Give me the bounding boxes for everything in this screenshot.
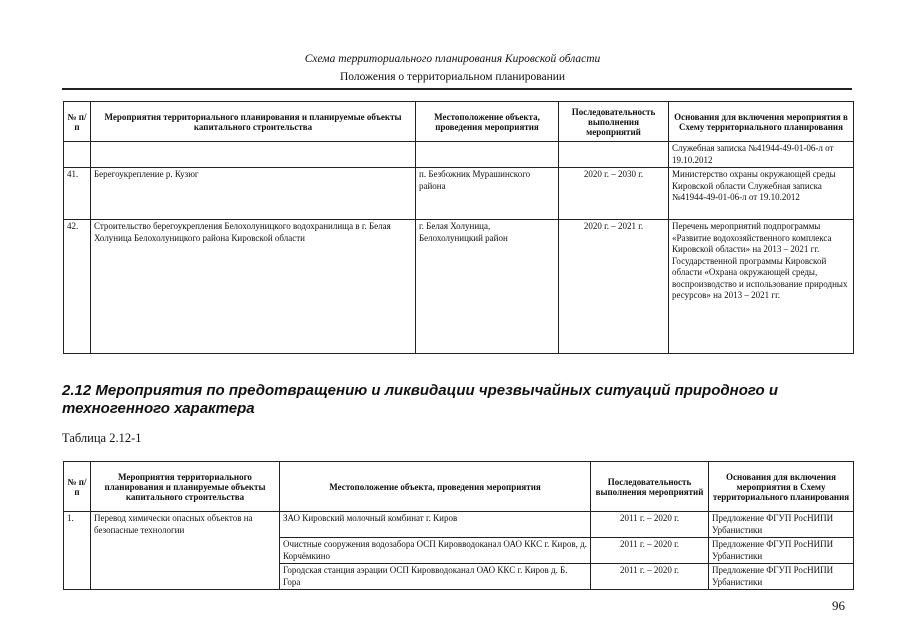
cell-period: 2011 г. – 2020 г.: [591, 564, 709, 590]
cell-measure: Берегоукрепление р. Кузюг: [91, 168, 416, 220]
table-header-row: [64, 102, 854, 142]
cell-num: [64, 142, 91, 168]
cell-period: [559, 142, 669, 168]
cell-period: 2011 г. – 2020 г.: [591, 512, 709, 538]
cell-basis: Министерство охраны окружающей среды Кировской области Служебная записка №41944-49-01-06-л от 19.10.2012: [669, 168, 854, 220]
header-location: Местоположение объекта, проведения мероприятия: [280, 462, 591, 512]
page-number: 96: [832, 598, 845, 613]
cell-measure: Строительство берегоукрепления Белохолуницкого водохранилища в г. Белая Холуница Белохолуницкого района Кировской области: [91, 220, 416, 354]
cell-location: ЗАО Кировский молочный комбинат г. Киров: [280, 512, 591, 538]
header-divider: [62, 88, 852, 90]
emergency-measures-table: [63, 461, 854, 590]
measures-table-continued: [63, 101, 854, 354]
cell-num: 41.: [64, 168, 91, 220]
cell-period: 2020 г. – 2021 г.: [559, 220, 669, 354]
cell-basis: Перечень мероприятий подпрограммы «Развитие водохозяйственного комплекса Кировской области» на 2013 – 2021 гг. Государственной программы Кировской области «Охрана окружающей среды, воспроизводство и использование природных ресурсов» на 2013 – 2021 гг.: [669, 220, 854, 354]
cell-period: 2020 г. – 2030 г.: [559, 168, 669, 220]
cell-location: [416, 142, 559, 168]
header-location: Местоположение объекта, проведения мероприятия: [416, 102, 559, 142]
document-header-subtitle: Положения о территориальном планировании: [339, 71, 566, 83]
cell-basis: Предложение ФГУП РосНИПИ Урбанистики: [709, 564, 854, 590]
cell-num: 1.: [64, 512, 91, 590]
cell-location: Очистные сооружения водозабора ОСП Кировводоканал ОАО ККС г. Киров, д. Корчёмкино: [280, 538, 591, 564]
cell-num: 42.: [64, 220, 91, 354]
cell-basis: Служебная записка №41944-49-01-06-л от 19.10.2012: [669, 142, 854, 168]
cell-basis: Предложение ФГУП РосНИПИ Урбанистики: [709, 512, 854, 538]
cell-measure: Перевод химически опасных объектов на безопасные технологии: [91, 512, 280, 590]
header-measure: Мероприятия территориального планирования и планируемые объекты капитального строительства: [91, 462, 280, 512]
cell-location: г. Белая Холуница, Белохолуницкий район: [416, 220, 559, 354]
document-header-title: Схема территориального планирования Кировской области: [304, 53, 601, 65]
table-row: [64, 220, 854, 354]
table-caption: Таблица 2.12-1: [62, 431, 142, 445]
table-header-row: [64, 462, 854, 512]
header-measure: Мероприятия территориального планирования и планируемые объекты капитального строительства: [91, 102, 416, 142]
header-basis: Основания для включения мероприятия в Схему территориального планирования: [709, 462, 854, 512]
cell-location: п. Безбожник Мурашинского района: [416, 168, 559, 220]
header-period: Последовательность выполнения мероприятий: [591, 462, 709, 512]
cell-measure: [91, 142, 416, 168]
table-row: [64, 142, 854, 168]
header-num: № п/п: [64, 102, 91, 142]
table-row: [64, 168, 854, 220]
header-period: Последовательность выполнения мероприятий: [559, 102, 669, 142]
cell-basis: Предложение ФГУП РосНИПИ Урбанистики: [709, 538, 854, 564]
header-num: № п/п: [64, 462, 91, 512]
cell-period: 2011 г. – 2020 г.: [591, 538, 709, 564]
header-basis: Основания для включения мероприятия в Схему территориального планирования: [669, 102, 854, 142]
section-heading: 2.12 Мероприятия по предотвращению и ликвидации чрезвычайных ситуаций природного и техногенного характера: [62, 382, 779, 417]
table-row: [64, 512, 854, 538]
cell-location: Городская станция аэрации ОСП Кировводоканал ОАО ККС г. Киров д. Б. Гора: [280, 564, 591, 590]
